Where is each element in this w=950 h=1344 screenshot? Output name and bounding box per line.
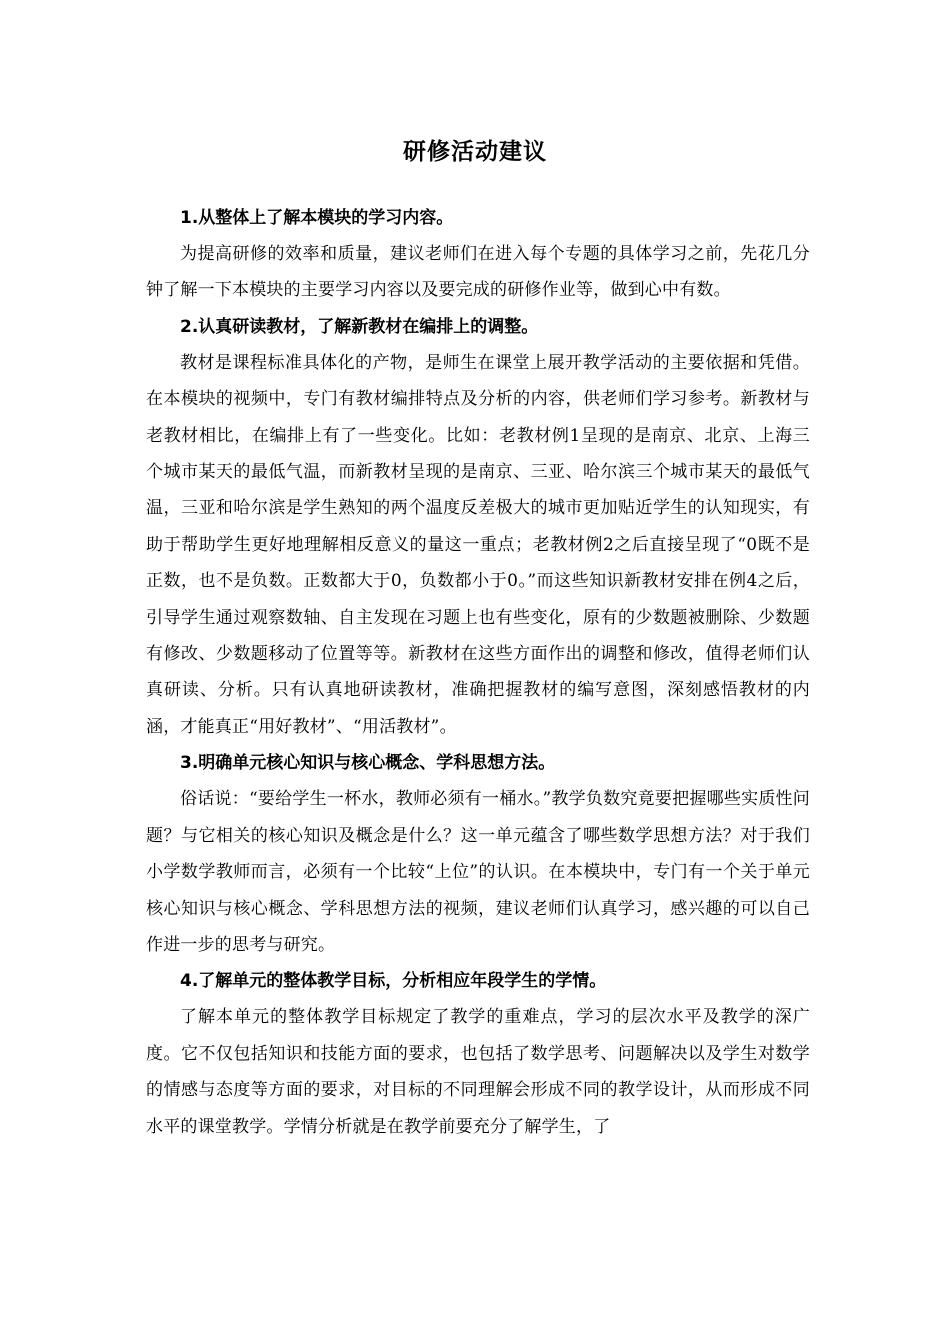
section-1 (146, 200, 810, 309)
section-heading: 3.明确单元核心知识与核心概念、学科思想方法。 (180, 753, 556, 774)
section-heading: 4.了解单元的整体教学目标，分析相应年段学生的学情。 (180, 971, 607, 992)
section-paragraph: 俗话说：“要给学生一杯水，教师必须有一桶水。”教学负数究竟要把握哪些实质性问题？与它相关的核心知识及概念是什么？这一单元蕴含了哪些数学思想方法？对于我们小学数学教师而言，必须有一个比较“上位”的认识。在本模块中，专门有一个关于单元核心知识与核心概念、学科思想方法的视频，建议老师们认真学习，感兴趣的可以自己作进一步的思考与研究。 (146, 789, 810, 955)
section-heading: 2.认真研读教材，了解新教材在编排上的调整。 (180, 316, 539, 337)
section-heading: 1.从整体上了解本模块的学习内容。 (180, 208, 454, 228)
document-body (146, 200, 810, 1145)
section-2 (146, 309, 810, 745)
page-title: 研修活动建议 (403, 139, 547, 165)
section-paragraph: 了解本单元的整体教学目标规定了教学的重难点，学习的层次水平及教学的深广度。它不仅包括知识和技能方面的要求，也包括了数学思考、问题解决以及学生对数学的情感与态度等方面的要求，对目标的不同理解会形成不同的教学设计，从而形成不同水平的课堂教学。学情分析就是在教学前要充分了解学生，了 (146, 1007, 810, 1137)
section-4 (146, 963, 810, 1145)
section-3 (146, 745, 810, 963)
section-paragraph: 为提高研修的效率和质量，建议老师们在进入每个专题的具体学习之前，先花几分钟了解一下本模块的主要学习内容以及要完成的研修作业等，做到心中有数。 (146, 244, 810, 301)
section-paragraph: 教材是课程标准具体化的产物，是师生在课堂上展开教学活动的主要依据和凭借。在本模块的视频中，专门有教材编排特点及分析的内容，供老师们学习参考。新教材与老教材相比，在编排上有了一些变化。比如：老教材例1呈现的是南京、北京、上海三个城市某天的最低气温，而新教材呈现的是南京、三亚、哈尔滨三个城市某天的最低气温，三亚和哈尔滨是学生熟知的两个温度反差极大的城市更加贴近学生的认知现实，有助于帮助学生更好地理解相反意义的量这一重点；老教材例2之后直接呈现了“0既不是正数，也不是负数。正数都大于0，负数都小于0。”而这些知识新教材安排在例4之后，引导学生通过观察数轴、自主发现在习题上也有些变化，原有的少数题被删除、少数题有修改、少数题移动了位置等等。新教材在这些方面作出的调整和修改，值得老师们认真研读、分析。只有认真地研读教材，准确把握教材的编写意图，深刻感悟教材的内涵，才能真正“用好教材”、“用活教材”。 (146, 352, 810, 737)
